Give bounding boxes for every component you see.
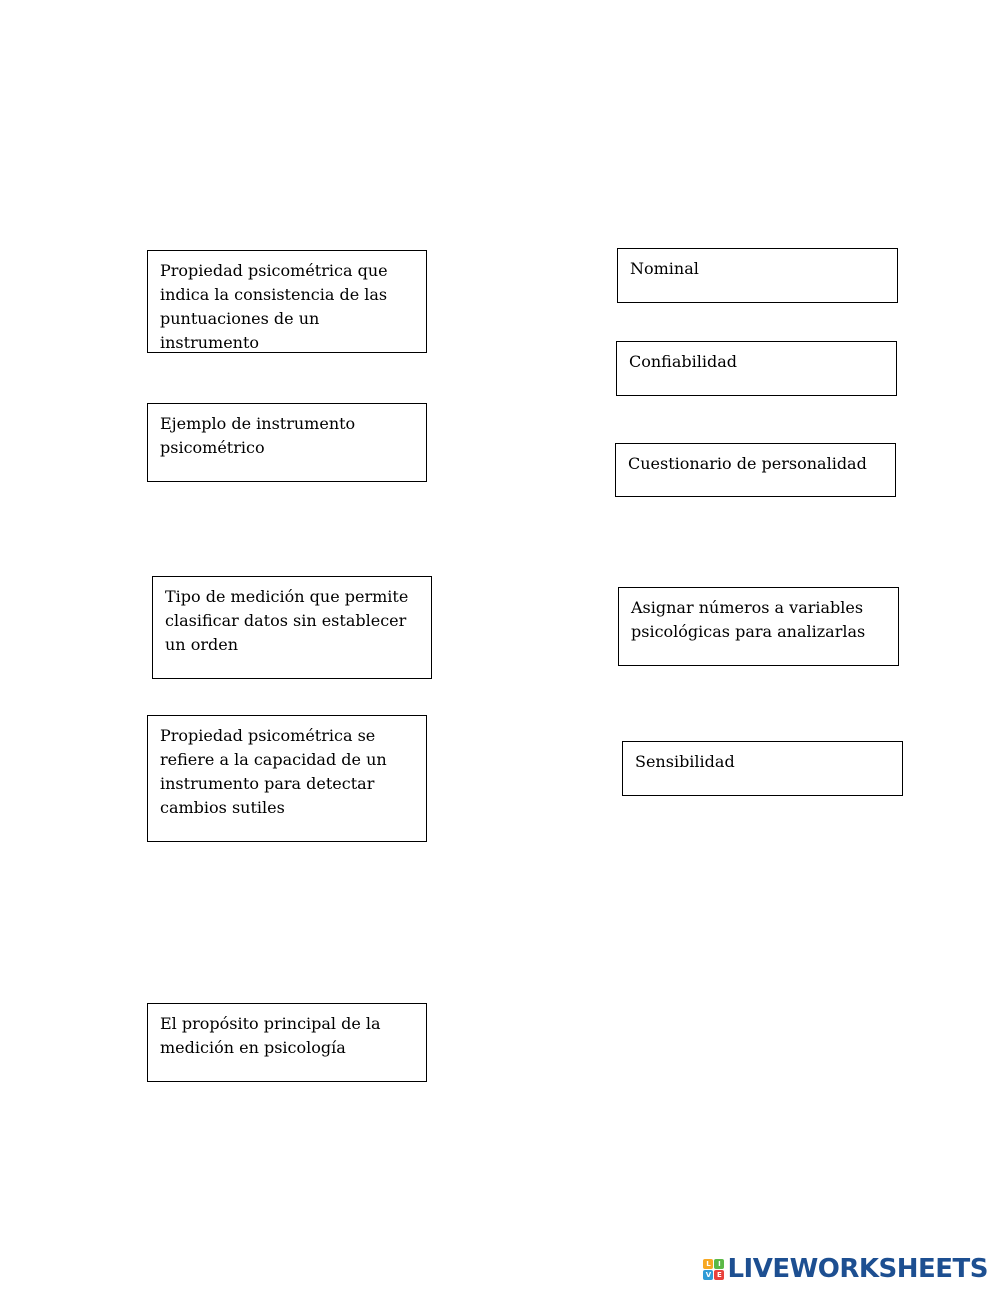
logo-tile-e: E [714, 1270, 724, 1280]
logo-tile-i: I [714, 1259, 724, 1269]
liveworksheets-logo [703, 1254, 988, 1284]
liveworksheets-logo-text: LIVEWORKSHEETS [727, 1254, 988, 1284]
logo-tile-v: V [703, 1270, 713, 1280]
question-box-measurement-purpose[interactable]: El propósito principal de la medición en psicología [147, 1003, 427, 1082]
liveworksheets-logo-icon [703, 1259, 724, 1280]
answer-box-cuestionario[interactable]: Cuestionario de personalidad [615, 443, 896, 497]
question-box-nominal-measure[interactable]: Tipo de medición que permite clasificar datos sin establecer un orden [152, 576, 432, 679]
question-box-instrument-example[interactable]: Ejemplo de instrumento psicométrico [147, 403, 427, 482]
logo-tile-l: L [703, 1259, 713, 1269]
answer-box-asignar-numeros[interactable]: Asignar números a variables psicológicas para analizarlas [618, 587, 899, 666]
answer-box-sensibilidad[interactable]: Sensibilidad [622, 741, 903, 796]
question-box-reliability[interactable]: Propiedad psicométrica que indica la consistencia de las puntuaciones de un instrumento [147, 250, 427, 353]
answer-box-nominal[interactable]: Nominal [617, 248, 898, 303]
answer-box-confiabilidad[interactable]: Confiabilidad [616, 341, 897, 396]
question-box-sensitivity[interactable]: Propiedad psicométrica se refiere a la capacidad de un instrumento para detectar cambios sutiles [147, 715, 427, 842]
